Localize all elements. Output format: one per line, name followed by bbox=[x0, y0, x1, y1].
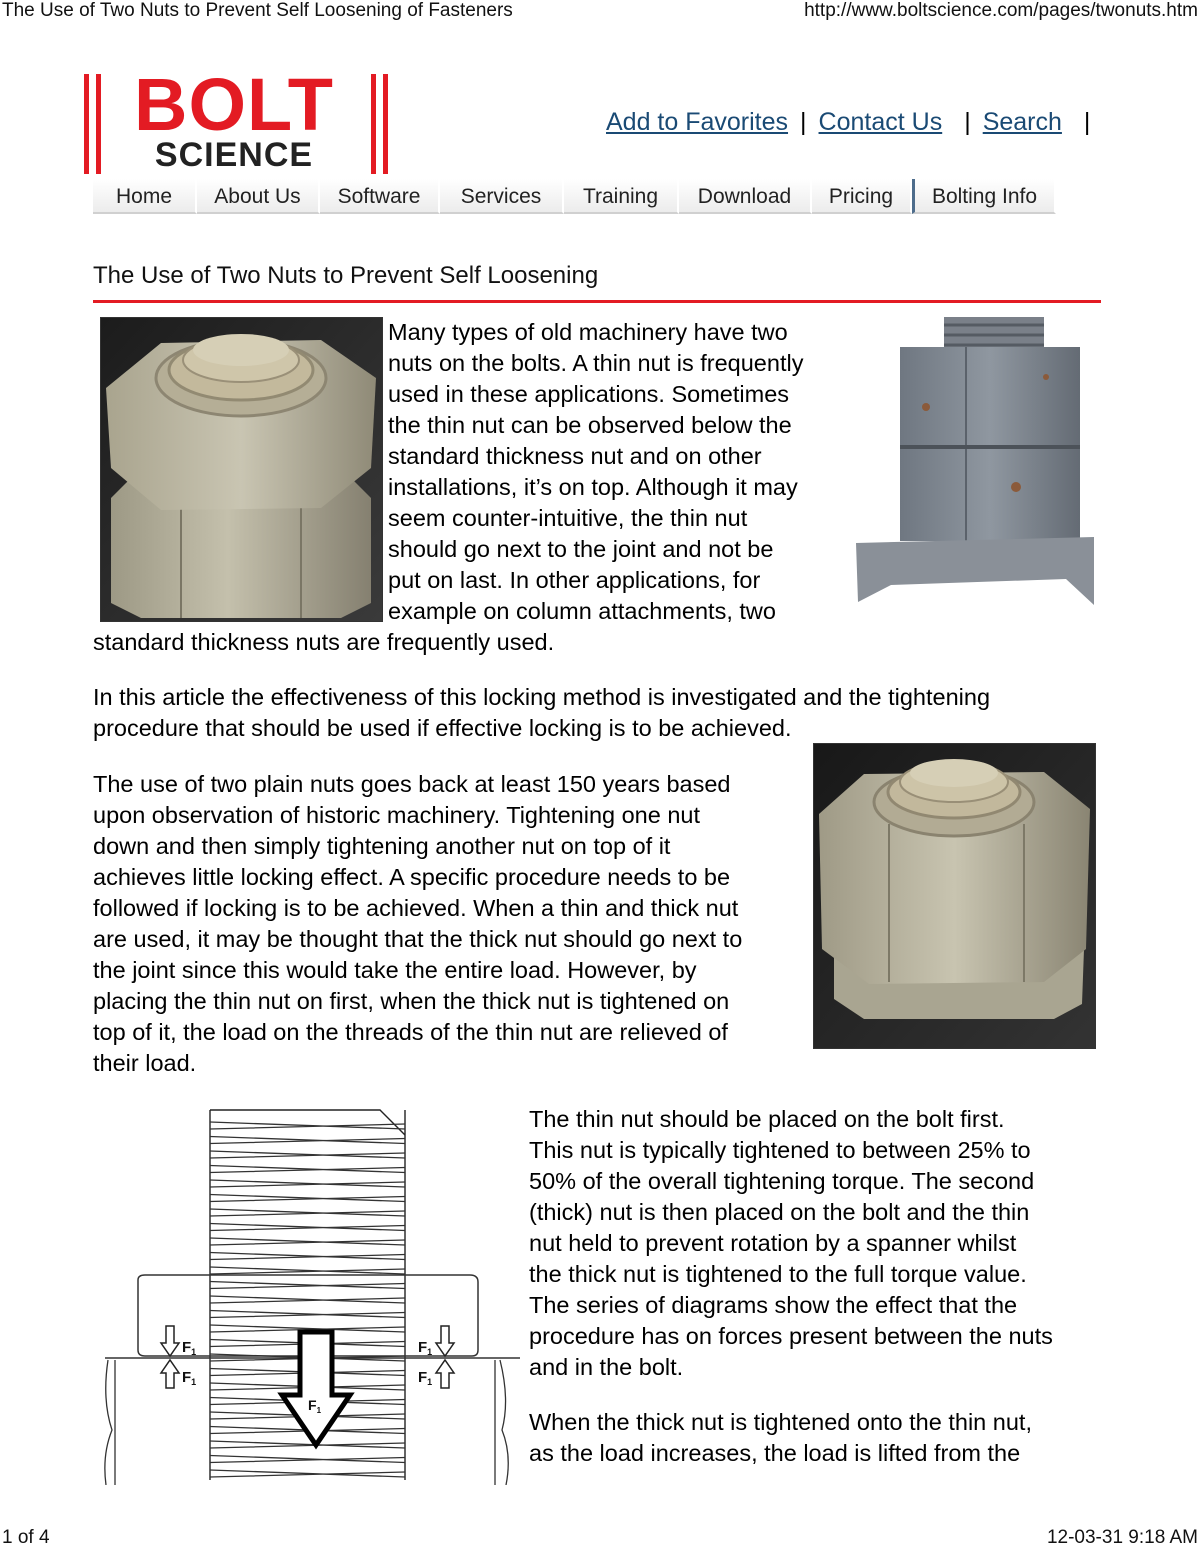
text-line: nut held to prevent rotation by a spanner whilst bbox=[529, 1230, 1017, 1256]
thread-line bbox=[210, 1311, 405, 1318]
top-links bbox=[606, 108, 1102, 137]
text-line: top of it, the load on the threads of the thin nut are relieved of bbox=[93, 1019, 728, 1045]
text-line: The use of two plain nuts goes back at least 150 years based bbox=[93, 771, 731, 797]
text-line: example on column attachments, two bbox=[388, 598, 776, 624]
text-line: standard thickness nut and on other bbox=[388, 443, 762, 469]
thread-line bbox=[210, 1441, 405, 1448]
thread-line bbox=[210, 1267, 405, 1274]
nut-photo-3-svg bbox=[814, 744, 1095, 1048]
text-line: (thick) nut is then placed on the bolt and the thin bbox=[529, 1199, 1030, 1225]
text-line: In this article the effectiveness of this locking method is investigated and the tightening bbox=[93, 684, 991, 710]
nut-photo-2-svg bbox=[856, 317, 1094, 607]
force-label: $F_1$ bbox=[182, 1369, 197, 1387]
text-line: upon observation of historic machinery. Tightening one nut bbox=[93, 802, 701, 828]
text-line: placing the thin nut on first, when the thick nut is tightened on bbox=[93, 988, 730, 1014]
logo-bolt-text: BOLT bbox=[134, 63, 334, 146]
thread-line bbox=[210, 1470, 405, 1477]
article-title: The Use of Two Nuts to Prevent Self Loosening bbox=[93, 262, 599, 289]
nav-services[interactable]: Services bbox=[440, 179, 564, 214]
print-url: http://www.boltscience.com/pages/twonuts.htm bbox=[804, 0, 1198, 21]
logo-bar-right-2 bbox=[383, 74, 388, 174]
paragraph-procedure bbox=[529, 1104, 1109, 1383]
thread-line bbox=[210, 1456, 405, 1463]
paragraph-load-transfer bbox=[529, 1407, 1109, 1469]
paragraph-history bbox=[93, 769, 809, 1079]
text-line: put on last. In other applications, for bbox=[388, 567, 761, 593]
contact-us-link[interactable]: Contact Us bbox=[818, 108, 943, 136]
text-line: procedure that should be used if effective locking is to be achieved. bbox=[93, 715, 792, 741]
text-line: and in the bolt. bbox=[529, 1354, 684, 1380]
text-line: are used, it may be thought that the thick nut should go next to bbox=[93, 926, 743, 952]
thread-line bbox=[210, 1151, 405, 1158]
print-timestamp: 12-03-31 9:18 AM bbox=[1046, 1527, 1198, 1548]
photo-column-nuts bbox=[856, 317, 1094, 607]
main-nav bbox=[93, 179, 1056, 214]
nav-home[interactable]: Home bbox=[93, 179, 197, 214]
thread-line bbox=[210, 1195, 405, 1202]
thread-line bbox=[210, 1122, 405, 1129]
force-label: $F_1$ bbox=[418, 1369, 433, 1387]
text-line: down and then simply tightening another nut on top of it bbox=[93, 833, 671, 859]
thread-line bbox=[210, 1282, 405, 1289]
print-page-title: The Use of Two Nuts to Prevent Self Loosening of Fasteners bbox=[2, 0, 513, 21]
text-line: This nut is typically tightened to between 25% to bbox=[529, 1137, 1031, 1163]
text-line: standard thickness nuts are frequently used. bbox=[93, 629, 555, 655]
text-line: The series of diagrams show the effect that the bbox=[529, 1292, 1018, 1318]
nav-software[interactable]: Software bbox=[320, 179, 440, 214]
photo-two-nuts-thick-on-top bbox=[813, 743, 1096, 1049]
text-line: followed if locking is to be achieved. When a thin and thick nut bbox=[93, 895, 739, 921]
thread-line bbox=[210, 1209, 405, 1216]
nav-training[interactable]: Training bbox=[564, 179, 679, 214]
thread-line bbox=[210, 1253, 405, 1260]
thread-line bbox=[210, 1238, 405, 1245]
thread-line bbox=[210, 1296, 405, 1303]
paragraph-purpose bbox=[93, 682, 1103, 744]
photo-two-nuts-thin-on-top bbox=[100, 317, 383, 622]
nav-bolting-info[interactable]: Bolting Info bbox=[912, 179, 1056, 214]
text-line: used in these applications. Sometimes bbox=[388, 381, 790, 407]
title-divider bbox=[93, 300, 1101, 303]
text-line: as the load increases, the load is lifted from the bbox=[529, 1440, 1021, 1466]
thread-line bbox=[210, 1180, 405, 1187]
nav-pricing[interactable]: Pricing bbox=[812, 179, 912, 214]
force-diagram bbox=[100, 1100, 520, 1485]
nav-about-us[interactable]: About Us bbox=[197, 179, 320, 214]
search-link[interactable]: Search bbox=[982, 108, 1062, 136]
separator: | bbox=[1083, 108, 1091, 136]
text-line: installations, it’s on top. Although it may bbox=[388, 474, 798, 500]
text-line: When the thick nut is tightened onto the thin nut, bbox=[529, 1409, 1032, 1435]
force-label: $F_1$ bbox=[418, 1339, 433, 1357]
text-line: 50% of the overall tightening torque. The second bbox=[529, 1168, 1035, 1194]
print-page-number: 1 of 4 bbox=[2, 1527, 50, 1548]
nav-download[interactable]: Download bbox=[679, 179, 812, 214]
force-diagram-svg bbox=[100, 1100, 520, 1485]
add-to-favorites-link[interactable]: Add to Favorites bbox=[606, 108, 789, 136]
bolt-science-logo[interactable] bbox=[84, 63, 390, 176]
logo-bar-right-1 bbox=[371, 74, 376, 174]
logo-science-text: SCIENCE bbox=[154, 136, 314, 174]
text-line: the joint since this would take the entire load. However, by bbox=[93, 957, 697, 983]
paragraph-intro bbox=[388, 317, 854, 627]
logo-bar-left-1 bbox=[84, 74, 89, 174]
separator: | bbox=[964, 108, 971, 136]
text-line: the thin nut can be observed below the bbox=[388, 412, 792, 438]
text-line: seem counter-intuitive, the thin nut bbox=[388, 505, 748, 531]
text-line: Many types of old machinery have two bbox=[388, 319, 788, 345]
thread-line bbox=[210, 1224, 405, 1231]
text-line: nuts on the bolts. A thin nut is frequently bbox=[388, 350, 804, 376]
text-line: The thin nut should be placed on the bolt first. bbox=[529, 1106, 1005, 1132]
logo-bar-left-2 bbox=[96, 74, 101, 174]
text-line: procedure has on forces present between the nuts bbox=[529, 1323, 1053, 1349]
force-label: $F_1$ bbox=[182, 1339, 197, 1357]
thread-line bbox=[210, 1137, 405, 1144]
thread-line bbox=[210, 1166, 405, 1173]
text-line: their load. bbox=[93, 1050, 197, 1076]
force-label: $F_1$ bbox=[308, 1397, 322, 1415]
text-line: should go next to the joint and not be bbox=[388, 536, 774, 562]
nut-photo-1-svg bbox=[101, 318, 382, 621]
separator: | bbox=[800, 108, 807, 136]
text-line: achieves little locking effect. A specific procedure needs to be bbox=[93, 864, 731, 890]
text-line: the thick nut is tightened to the full torque value. bbox=[529, 1261, 1027, 1287]
